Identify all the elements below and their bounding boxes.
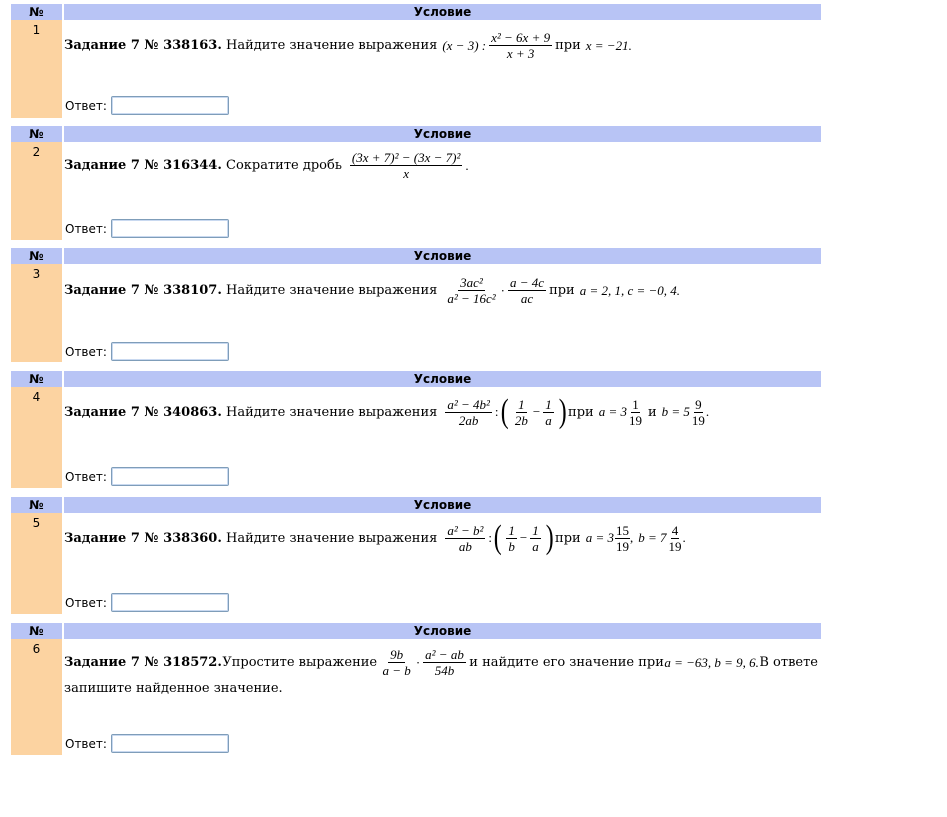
denominator: x xyxy=(403,166,410,181)
condition-cell xyxy=(64,142,821,240)
condition-cell xyxy=(64,20,821,118)
condition-values: a = −63, b = 9, 6. xyxy=(664,654,759,670)
number-header: № xyxy=(11,126,62,142)
pri-word: при xyxy=(549,283,575,298)
denominator: 19 xyxy=(628,412,642,428)
numerator: 1 xyxy=(532,522,539,538)
condition-cell xyxy=(64,264,821,362)
answer-row xyxy=(65,593,229,612)
math-expression: (x − 3) : xyxy=(442,37,487,53)
number-header: № xyxy=(11,497,62,513)
mixed-number xyxy=(662,397,706,428)
mixed-number xyxy=(599,397,643,428)
problem-text xyxy=(64,395,709,429)
task-5 xyxy=(11,497,821,614)
numerator: a² − b² xyxy=(447,522,484,538)
task-3 xyxy=(11,248,821,362)
answer-input[interactable] xyxy=(111,219,229,238)
task-6 xyxy=(11,623,821,755)
numerator: 3ac² xyxy=(460,275,483,290)
value-lhs: b = 5 xyxy=(661,404,690,419)
numerator: a² − ab xyxy=(425,647,464,662)
operator: − xyxy=(532,404,541,419)
condition-header: Условие xyxy=(64,371,821,387)
answer-input[interactable] xyxy=(111,342,229,361)
answer-input[interactable] xyxy=(111,734,229,753)
fraction xyxy=(668,523,683,554)
condition-values: a = 2, 1, c = −0, 4. xyxy=(579,282,681,298)
number-header: № xyxy=(11,623,62,639)
task-instruction-line2: запишите найденное значение. xyxy=(64,681,283,696)
denominator: a xyxy=(545,412,552,428)
fraction xyxy=(506,523,517,554)
task-instruction: Найдите значение выражения xyxy=(226,283,438,298)
answer-row xyxy=(65,342,229,361)
answer-row xyxy=(65,734,229,753)
task-instruction: Найдите значение выражения xyxy=(226,38,438,53)
numerator: x² − 6x + 9 xyxy=(491,30,551,45)
task-number: 5 xyxy=(11,513,62,614)
task-2 xyxy=(11,126,821,240)
pri-word: при xyxy=(555,38,581,53)
task-title: Задание 7 № 340863. xyxy=(64,404,222,420)
left-paren: ( xyxy=(500,393,509,430)
punctuation: . xyxy=(682,530,686,545)
denominator: a − b xyxy=(382,663,411,678)
fraction xyxy=(350,150,462,181)
conjunction: , xyxy=(629,530,634,545)
right-paren: ) xyxy=(558,393,567,430)
problem-text xyxy=(64,30,632,61)
problem-text xyxy=(64,150,469,181)
condition-cell xyxy=(64,513,821,614)
denominator: 19 xyxy=(691,412,705,428)
denominator: 2b xyxy=(514,412,528,428)
task-number: 4 xyxy=(11,387,62,488)
task-title: Задание 7 № 338360. xyxy=(64,530,222,546)
operator: − xyxy=(519,530,528,545)
fraction xyxy=(628,397,643,428)
denominator: x + 3 xyxy=(506,46,535,61)
numerator: 9 xyxy=(695,396,702,412)
value-lhs: a = 3 xyxy=(598,404,627,419)
condition-cell xyxy=(64,639,821,755)
task-number: 2 xyxy=(11,142,62,240)
denominator: ac xyxy=(520,291,534,306)
denominator: 19 xyxy=(615,538,629,554)
task-instruction: Найдите значение выражения xyxy=(226,404,438,420)
value-lhs: a = 3 xyxy=(585,530,614,545)
task-1 xyxy=(11,4,821,118)
fraction xyxy=(423,647,466,678)
task-number: 1 xyxy=(11,20,62,118)
denominator: 2ab xyxy=(458,412,479,428)
condition-header: Условие xyxy=(64,4,821,20)
punctuation: . xyxy=(705,404,710,419)
pri-word: при xyxy=(555,530,581,546)
numerator: 15 xyxy=(615,522,629,538)
condition-header: Условие xyxy=(64,126,821,142)
task-number: 3 xyxy=(11,264,62,362)
answer-label: Ответ: xyxy=(65,221,107,236)
answer-input[interactable] xyxy=(111,96,229,115)
task-instruction-cont: и найдите его значение при xyxy=(469,655,664,670)
task-instruction: Упростите выражение xyxy=(222,655,378,670)
numerator: 4 xyxy=(671,522,679,538)
answer-row xyxy=(65,219,229,238)
problem-text xyxy=(64,521,686,555)
right-paren: ) xyxy=(545,519,554,556)
task-number: 6 xyxy=(11,639,62,755)
operator: : xyxy=(494,404,499,419)
fraction xyxy=(513,397,530,428)
numerator: a − 4c xyxy=(510,275,545,290)
mixed-number xyxy=(586,523,630,554)
denominator: a xyxy=(532,538,539,554)
numerator: 1 xyxy=(545,396,552,412)
condition-cell xyxy=(64,387,821,488)
fraction xyxy=(445,523,485,554)
conjunction: и xyxy=(647,404,657,420)
answer-row xyxy=(65,96,229,115)
condition-values: x = −21. xyxy=(585,37,632,53)
number-header: № xyxy=(11,248,62,264)
fraction xyxy=(508,275,546,306)
fraction xyxy=(445,397,492,428)
denominator: 19 xyxy=(668,538,682,554)
fraction xyxy=(543,397,554,428)
numerator: (3x + 7)² − (3x − 7)² xyxy=(351,150,461,165)
operator: · xyxy=(415,654,421,670)
numerator: 1 xyxy=(508,522,515,538)
fraction xyxy=(489,30,552,61)
fraction xyxy=(615,523,630,554)
value-lhs: b = 7 xyxy=(638,530,667,545)
denominator: b xyxy=(508,538,515,554)
punctuation: . xyxy=(465,157,469,173)
answer-input[interactable] xyxy=(111,467,229,486)
answer-label: Ответ: xyxy=(65,595,107,610)
numerator: 1 xyxy=(632,396,639,412)
answer-label: Ответ: xyxy=(65,344,107,359)
denominator: ab xyxy=(458,538,472,554)
task-title: Задание 7 № 318572. xyxy=(64,655,222,670)
numerator: 1 xyxy=(518,396,525,412)
denominator: 54b xyxy=(434,663,455,678)
mixed-number xyxy=(638,523,682,554)
answer-label: Ответ: xyxy=(65,469,107,484)
fraction xyxy=(691,397,706,428)
task-instruction: Найдите значение выражения xyxy=(226,530,438,546)
denominator: a² − 16c² xyxy=(447,291,496,306)
task-title: Задание 7 № 316344. xyxy=(64,158,222,173)
condition-header: Условие xyxy=(64,248,821,264)
task-title: Задание 7 № 338163. xyxy=(64,38,222,53)
problem-text xyxy=(64,275,680,306)
answer-label: Ответ: xyxy=(65,736,107,751)
fraction xyxy=(530,523,541,554)
task-instruction: Сократите дробь xyxy=(226,158,342,173)
answer-label: Ответ: xyxy=(65,98,107,113)
operator: : xyxy=(488,530,493,545)
condition-header: Условие xyxy=(64,623,821,639)
numerator: a² − 4b² xyxy=(447,396,490,412)
pri-word: при xyxy=(568,404,594,420)
task-instruction-cont: В ответе xyxy=(759,655,818,670)
left-paren: ( xyxy=(493,519,502,556)
answer-input[interactable] xyxy=(111,593,229,612)
problem-text xyxy=(64,647,818,696)
task-title: Задание 7 № 338107. xyxy=(64,283,222,298)
fraction xyxy=(445,275,497,306)
answer-row xyxy=(65,467,229,486)
numerator: 9b xyxy=(390,647,404,662)
fraction xyxy=(381,647,413,678)
number-header: № xyxy=(11,4,62,20)
number-header: № xyxy=(11,371,62,387)
condition-header: Условие xyxy=(64,497,821,513)
operator: · xyxy=(500,282,506,298)
task-4 xyxy=(11,371,821,488)
